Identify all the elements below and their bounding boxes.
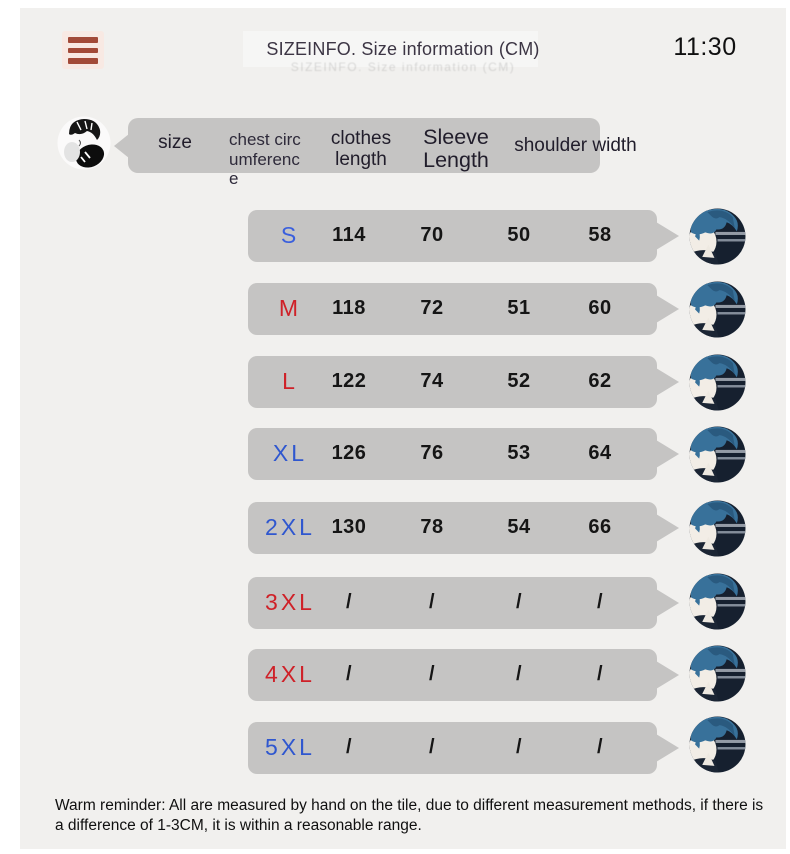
bubble-tail [656, 295, 679, 323]
model-avatar-icon [689, 645, 746, 702]
chest-value: 122 [331, 370, 367, 392]
bubble-tail [656, 661, 679, 689]
chest-value: 114 [332, 224, 366, 246]
sleeve-length-value: 50 [507, 224, 531, 246]
clothes-length-value: 70 [420, 224, 444, 246]
chest-value: 130 [331, 516, 367, 538]
model-avatar-icon [689, 281, 746, 338]
sleeve-length-value: 54 [507, 516, 531, 538]
chest-value: / [345, 663, 353, 685]
shoulder-width-value: 58 [588, 224, 612, 246]
column-header-shoulder-width: shoulder width [514, 135, 637, 156]
clothes-length-value: / [428, 591, 436, 613]
bubble-tail [114, 134, 129, 158]
shoulder-width-value: / [596, 736, 604, 758]
warm-reminder-text: Warm reminder: All are measured by hand on the tile, due to different measurement methods, if there is a difference of 1-3CM, it is within a reasonable range. [55, 797, 764, 834]
size-value: M [278, 295, 302, 321]
size-value: 3XL [265, 589, 315, 615]
size-value: 4XL [265, 661, 315, 687]
clothes-length-value: 76 [420, 442, 444, 464]
chest-value: 118 [332, 297, 366, 319]
shoulder-width-value: 60 [588, 297, 612, 319]
shoulder-width-value: 62 [588, 370, 612, 392]
shoulder-width-value: 64 [588, 442, 612, 464]
size-value: 5XL [265, 734, 315, 760]
sleeve-length-value: / [515, 736, 523, 758]
model-avatar-icon [689, 354, 746, 411]
bubble-tail [656, 440, 679, 468]
bubble-tail [656, 589, 679, 617]
chest-value: 126 [331, 442, 367, 464]
chest-value: / [345, 736, 353, 758]
sleeve-length-value: 53 [507, 442, 531, 464]
clothes-length-value: 74 [420, 370, 444, 392]
shoulder-width-value: / [596, 591, 604, 613]
sleeve-length-value: 52 [507, 370, 531, 392]
shoulder-width-value: 66 [588, 516, 612, 538]
bubble-tail [656, 734, 679, 762]
clock-time: 11:30 [673, 33, 737, 61]
clothes-length-value: / [428, 736, 436, 758]
model-avatar-icon [689, 208, 746, 265]
bubble-tail [656, 514, 679, 542]
clothes-length-value: 72 [420, 297, 444, 319]
size-value: 2XL [265, 514, 315, 540]
model-avatar-icon [689, 716, 746, 773]
sleeve-length-value: 51 [507, 297, 531, 319]
model-avatar-icon [689, 500, 746, 557]
seller-avatar-icon [57, 116, 111, 170]
size-value: XL [272, 440, 308, 466]
bubble-tail [656, 222, 679, 250]
column-header-clothes-length: clothes length [330, 128, 392, 170]
model-avatar-icon [689, 573, 746, 630]
page-title-ghost: SIZEINFO. Size information (CM) [290, 60, 516, 74]
clothes-length-value: 78 [420, 516, 444, 538]
model-avatar-icon [689, 426, 746, 483]
sleeve-length-value: / [515, 663, 523, 685]
column-header-sleeve-length: Sleeve Length [423, 125, 489, 172]
sleeve-length-value: / [515, 591, 523, 613]
clothes-length-value: / [428, 663, 436, 685]
column-header-chest-circumference: chest circumference [229, 130, 301, 188]
bubble-tail [656, 368, 679, 396]
column-header-size: size [158, 132, 192, 153]
size-value: L [282, 368, 298, 394]
page-title: SIZEINFO. Size information (CM) [266, 39, 540, 59]
shoulder-width-value: / [596, 663, 604, 685]
chest-value: / [345, 591, 353, 613]
size-value: S [280, 222, 300, 248]
